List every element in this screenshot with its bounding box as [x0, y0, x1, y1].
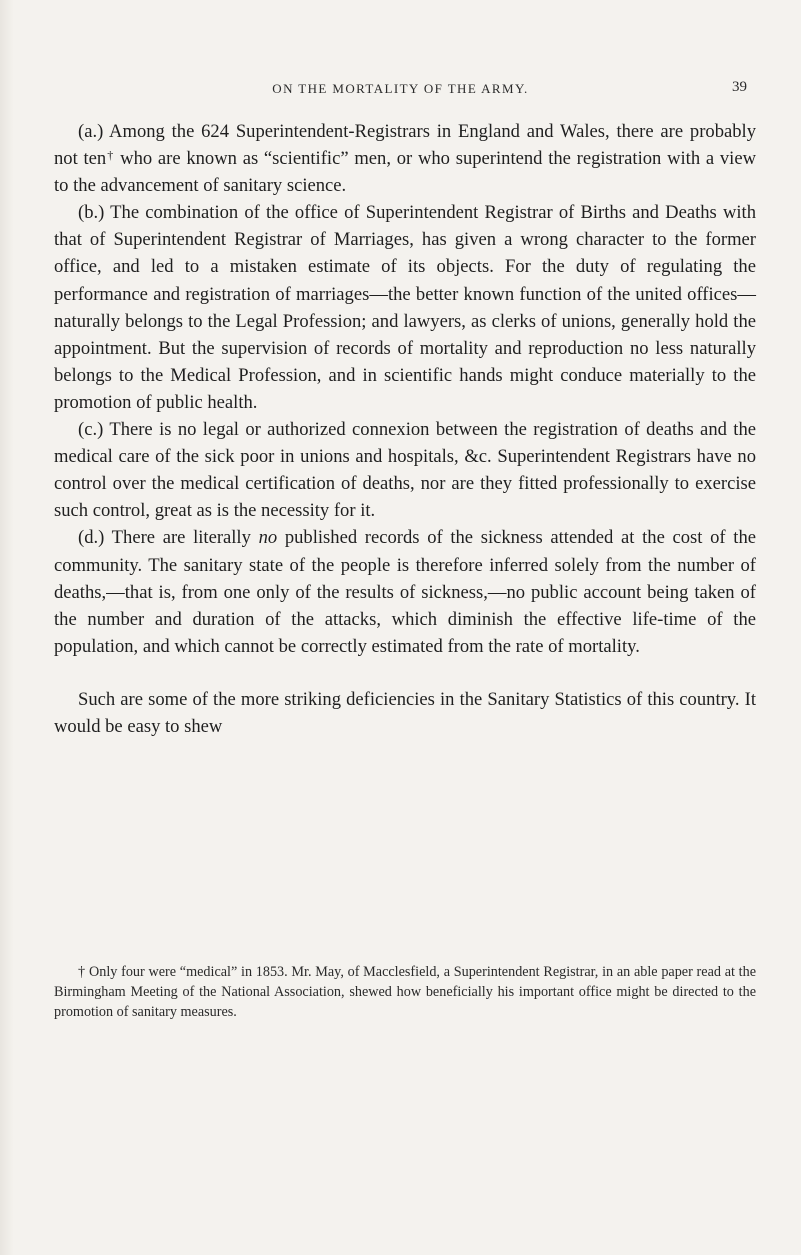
running-title: ON THE MORTALITY OF THE ARMY.	[272, 81, 529, 96]
footnote-reference: †	[106, 148, 115, 163]
paragraph-text: There are literally	[104, 527, 259, 549]
paragraph-d	[54, 524, 756, 659]
running-head	[0, 79, 801, 101]
paragraph-label: (c.)	[78, 419, 104, 441]
paragraph-text: Among the 624 Superintendent-Registrars in England and Wales, there are probably not ten	[54, 121, 756, 170]
footnote-mark: †	[78, 964, 86, 980]
paragraph-text: The combination of the office of Superintendent Registrar of Births and Deaths with that of Superintendent Registrar of Marriages, has given a wrong character to the former office, and led to a mistaken estimate of its objects. For the duty of regulating the performance and registration of marriages—the better known function of the united offices—naturally belongs to the Legal Profession; and lawyers, as clerks of unions, generally hold the appointment. But the supervision of records of mortality and reproduction no less naturally belongs to the Medical Profession, and in scientific hands might conduce materially to the promotion of public health.	[54, 202, 756, 413]
paragraph-label: (b.)	[78, 202, 105, 224]
paragraph-summary	[54, 686, 756, 740]
paragraph-text: who are known as “scientific” men, or who superintend the registration with a view to the advancement of sanitary science.	[54, 148, 757, 197]
page-number: 39	[732, 79, 747, 95]
footnote-text: Only four were “medical” in 1853. Mr. May, of Macclesfield, a Superintendent Registrar, in an able paper read at the Birmingham Meeting of the National Association, shewed how beneficially his important office might be directed to the promotion of sanitary measures.	[54, 964, 756, 1021]
emphasis-text: no	[258, 527, 278, 549]
paragraph-text: published records of the sickness attended at the cost of the community. The sanitary state of the people is therefore inferred solely from the number of deaths,—that is, from one only of the results of sickness,—no public account being taken of the number and duration of the attacks, which diminish the effective life-time of the population, and which cannot be correctly estimated from the rate of mortality.	[54, 527, 756, 657]
paragraph-text: There is no legal or authorized connexion between the registration of deaths and the medical care of the sick poor in unions and hospitals, &c. Superintendent Registrars have no control over the medical certification of deaths, nor are they fitted professionally to exercise such control, great as is the necessity for it.	[54, 419, 756, 522]
paragraph-b	[54, 199, 756, 416]
paragraph-label: (d.)	[78, 527, 105, 549]
body-text	[54, 118, 756, 740]
paragraph-label: (a.)	[78, 121, 104, 142]
footnote	[54, 962, 756, 1023]
paragraph-c	[54, 416, 756, 524]
paragraph-text: Such are some of the more striking deficiencies in the Sanitary Statistics of this country. It would be easy to shew	[54, 688, 756, 737]
paragraph-a	[54, 118, 756, 199]
page-edge-shadow	[0, 0, 14, 1255]
